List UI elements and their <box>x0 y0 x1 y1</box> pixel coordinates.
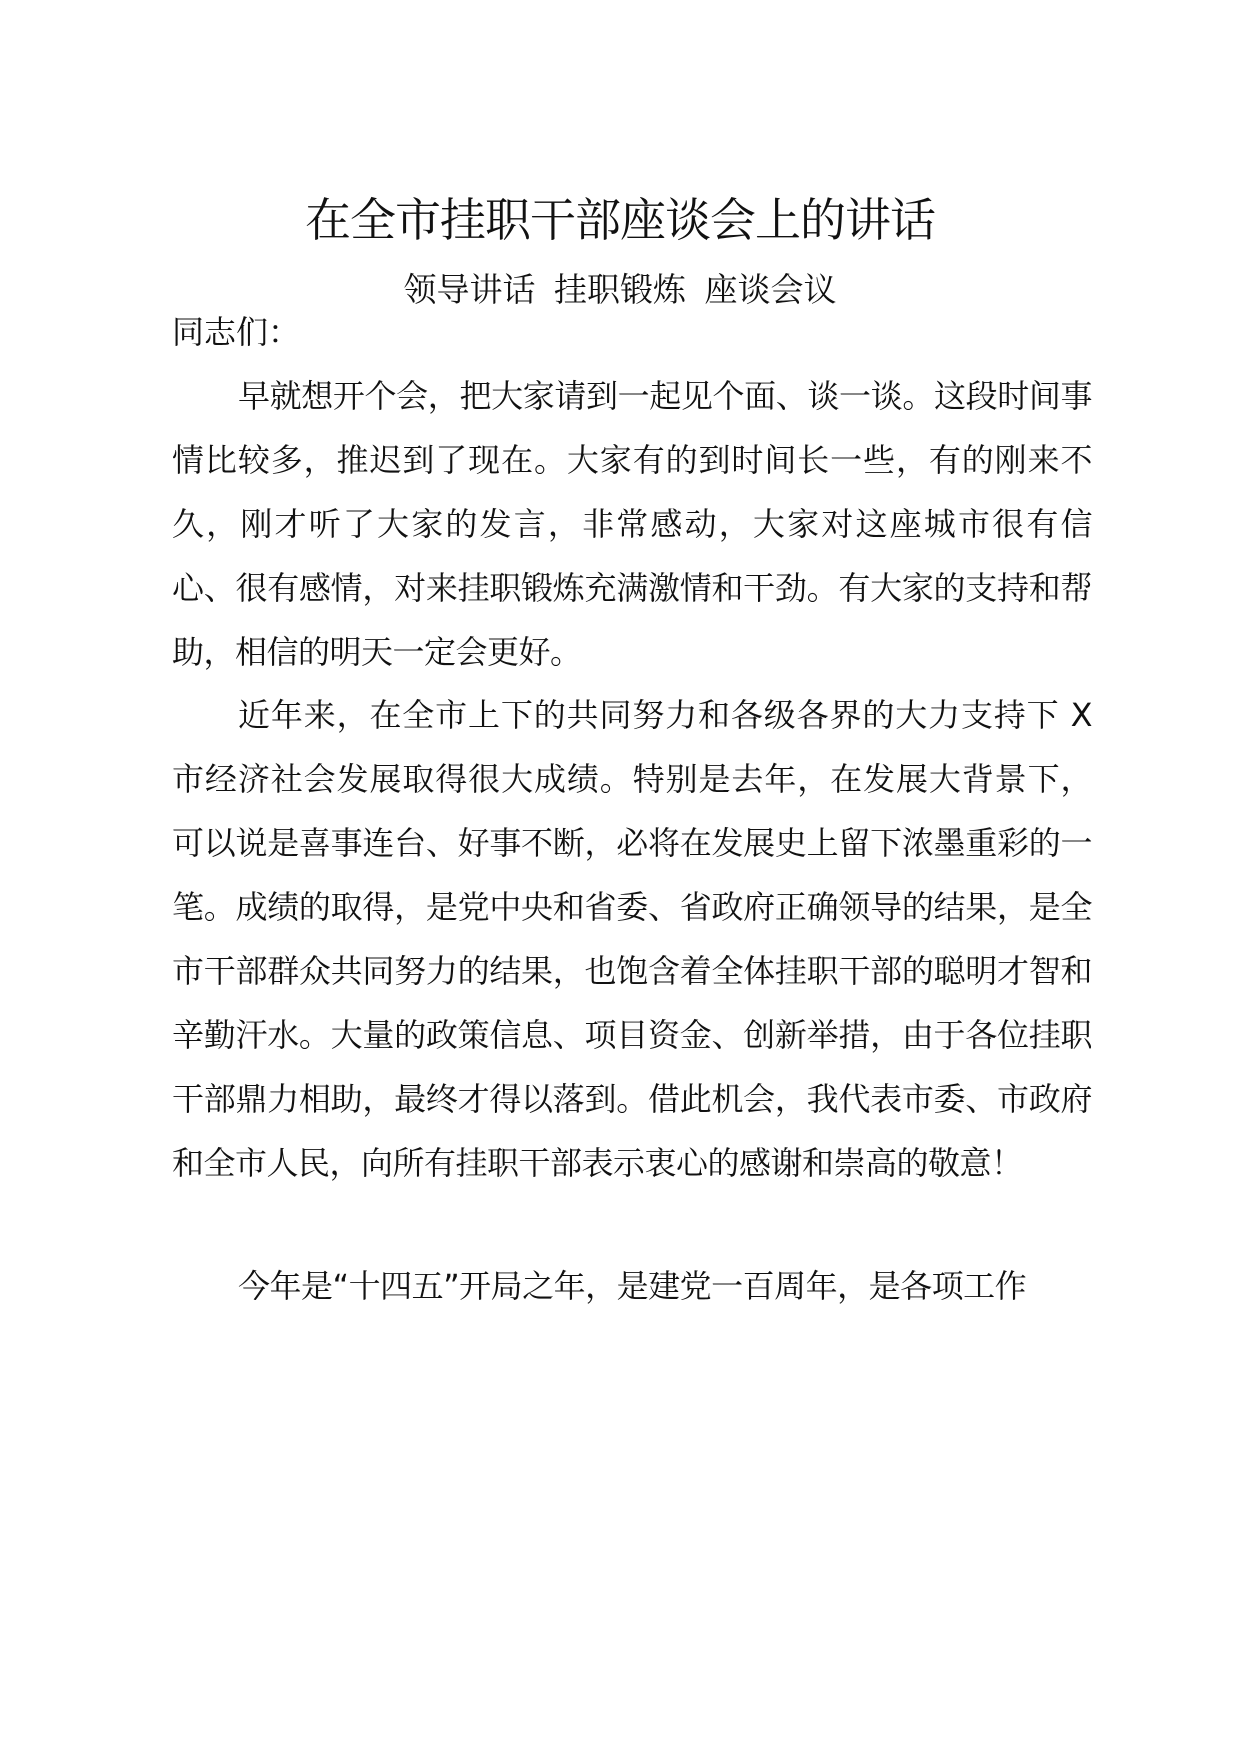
document-title: 在全市挂职干部座谈会上的讲话 <box>305 193 935 247</box>
salutation: 同志们： <box>172 313 301 351</box>
paragraph-3: 今年是“十四五”开局之年，是建党一百周年，是各项工作 <box>238 1267 1027 1305</box>
paragraph-1: 早就想开个会，把大家请到一起见个面、谈一谈。这段时间事情比较多，推迟到了现在。大家有的到时间长一些，有的刚来不久，刚才听了大家的发言，非常感动，大家对这座城市很有信 心、很有感情，对来挂职锻炼充满激情和干劲。有大家的支持和帮助，相信的明天一定会更好。 <box>172 377 1092 671</box>
paragraph-2: 近年来，在全市上下的共同努力和各级各界的大力支持下 X 市经济社会发展取得很大成绩。特别是去年，在发展大背景下， 可以说是喜事连台、好事不断，必将在发展史上留下浓墨重彩的一笔。成绩的取得，是党中央和省委、省政府正确领导的结果，是全市干部群众共同努力的结果，也饱含着全体挂职干部的聪明才智和辛勤汗水。大量的政策信息、项目资金、创新举措，由于各位挂职干部鼎力相助，最终才得以落到。借此机会，我代表市委、市政府和全市人民，向所有挂职干部表示衷心的感谢和崇高的敬意！ <box>172 696 1092 1182</box>
document-keywords: 领导讲话 挂职锻炼 座谈会议 <box>403 270 837 309</box>
